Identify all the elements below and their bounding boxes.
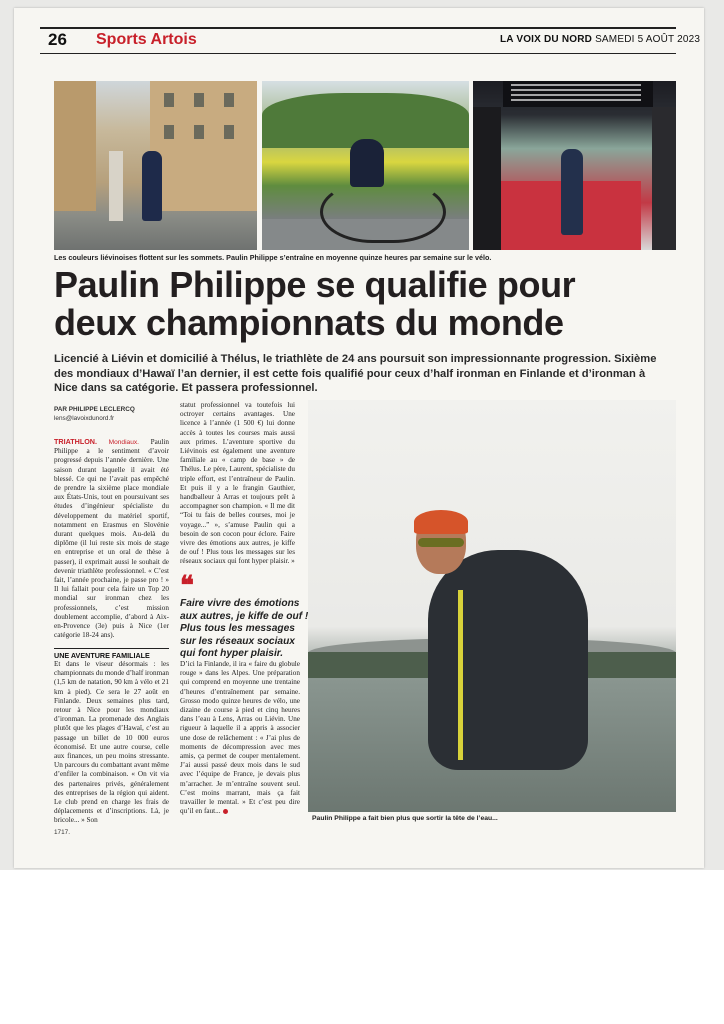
page-number: 26 — [48, 30, 67, 49]
photo-window — [164, 125, 174, 139]
end-mark-icon — [223, 809, 228, 814]
body-text-1: Paulin Philippe a le sentiment d’avoir progressé depuis l’année dernière. Une saison durant laquelle il avait été blessé. Ce qui ne l’avait pas empêché de prendre la sixième place mondiale aux États-Unis, tout en poursuivant ses études d’ingénieur spécialiste du développement du matériel sportif, notamment en Erasmus en Slovénie durant quelques mois. Au-delà du diplôme (il lui reste six mois de stage en entreprise et un oral de thèse à passer), il exprimait aussi le souhait de devenir triathlète professionnel. « C’est fait, l’année prochaine, je passe pro ! » Il lui fallait pour cela faire un Top 20 mondial sur ironman chez les professionnels, c’est mission doublement accomplie, d’abord à Aix-en-Provence (3e) puis à Nice (1er catégorie 18-24 ans). — [54, 438, 170, 640]
pull-quote: Faire vivre des émotions aux autres, je kiffe de ouf ! Plus tous les messages sur les réseaux sociaux qui font hyper plaisir. — [180, 598, 309, 659]
photo-window — [194, 93, 204, 107]
article-column-1 — [54, 437, 169, 640]
photo-runner-fountain — [54, 81, 257, 250]
header-rule — [40, 27, 676, 29]
article-column-1b — [54, 660, 169, 826]
photo-cyclist — [262, 81, 469, 250]
publication-name: LA VOIX DU NORD — [500, 34, 593, 45]
photo-banner-left — [473, 107, 501, 250]
headline-line-1: Paulin Philippe se qualifie pour — [54, 264, 576, 305]
photo-scoreboard-text — [511, 84, 641, 104]
body-text-3: D’ici la Finlande, il ira « faire du globule rouge » dans les Alpes. Une préparation qui comprend en moyenne une trentaine d’heures d’entraînement par semaine. Grosso modo quinze heures de vélo, une dizaine de course à pied et cinq heures dans l’eau à Lens, Arras ou Liévin. Une rigueur à laquelle il a appris à associer une dose de relâchement : « J’ai plus de moments de décompression avec mes amis, ça permet de couper mentalement. J’ai aussi passé deux mois dans le sud avec l’équipe de France, je devais plus m’arracher. Je m’entraîne souvent seul. C’est moins marrant, mais ça fait travailler le mental. » Et c’est peu dire qu’il en faut... — [180, 660, 300, 816]
photo-swim-cap — [414, 510, 468, 534]
photo-rider — [350, 139, 384, 187]
section-title: Sports Artois — [96, 31, 197, 48]
photo-wetsuit — [428, 550, 588, 770]
photo-runner — [142, 151, 162, 221]
photo-caption-top: Les couleurs liévinoises flottent sur les sommets. Paulin Philippe s’entraîne en moyenne quinze heures par semaine sur le vélo. — [54, 253, 492, 262]
photo-window — [194, 125, 204, 139]
body-text-1b: Et dans le viseur désormais : les championnats du monde d’half ironman (1,5 km de natation, 90 km à vélo et 21 km à pied). Ce sera le 27 août en Finlande. Deux semaines plus tard, retour à Nice pour les mondiaux d’ironman. La promenade des Anglais plutôt que les plages d’Hawaï, c’est au passage un billet de 10 000 euros économisé. Et une autre course, celle aux finances, un peu moins stressante. Un parcours du combattant avant même d’enfiler la combinaison. « On vit via des partenaires privés, généralement des entreprises de la région qui aident. Le club prend en charge les frais de déplacements et d’inscriptions. Là, je bricole... » Son — [54, 660, 169, 825]
headline — [54, 266, 694, 342]
folio: 1717. — [54, 829, 70, 836]
headline-line-2: deux championnats du monde — [54, 302, 564, 343]
photo-finish-line — [473, 81, 676, 250]
photo-wetsuit-stripe — [458, 590, 463, 760]
photo-swimmer — [308, 400, 676, 812]
blank-margin — [0, 870, 724, 1024]
photo-building-left — [54, 81, 96, 211]
photo-bike — [320, 181, 446, 243]
photo-banner-right — [652, 107, 676, 250]
article-column-3 — [180, 660, 300, 816]
photo-window — [164, 93, 174, 107]
photo-window — [224, 93, 234, 107]
publication-date: SAMEDI 5 AOÛT 2023 — [595, 34, 701, 45]
header-divider — [40, 53, 676, 54]
quote-open-icon: ❝ — [180, 570, 194, 600]
author-email[interactable]: lens@lavoixdunord.fr — [54, 415, 115, 422]
article-column-2 — [180, 401, 295, 567]
body-text-2: statut professionnel va toutefois lui octroyer certains avantages. Une licence à l’année (1 500 €) lui donne accès à toutes les courses mais aussi aux primes. L’aventure sportive du Liévinois est également une aventure familiale au « camp de base » de Thélus. Le père, Laurent, spécialiste du triple effort, est l’entraîneur de Paulin. Et puis il y a le frangin Gauthier, handballeur à Arras et toujours prêt à accompagner son champion. « Il me dit “Toi tu fais de belles courses, moi je voyage...” », s’amuse Paulin qui a besoin de son cocon pour éclore. Faire vivre des émotions aux autres, je kiffe de ouf ! Plus tous les messages sur les réseaux sociaux qui font hyper plaisir. » — [180, 401, 295, 566]
photo-runner — [561, 149, 583, 235]
photo-caption-main: Paulin Philippe a fait bien plus que sortir la tête de l’eau... — [312, 815, 498, 822]
kicker: TRIATHLON. — [54, 437, 97, 446]
subheading: UNE AVENTURE FAMILIALE — [54, 648, 169, 660]
photo-goggles — [418, 538, 464, 547]
author: PAR PHILIPPE LECLERCQ — [54, 406, 135, 413]
byline — [54, 405, 169, 423]
kicker-sub: Mondiaux. — [108, 439, 140, 446]
masthead — [500, 34, 700, 45]
photo-window — [224, 125, 234, 139]
photo-fountain — [109, 151, 123, 221]
lead-paragraph: Licencié à Liévin et domicilié à Thélus, le triathlète de 24 ans poursuit son impressionnante progression. Sixième des mondiaux d’Hawaï l’an dernier, il est cette fois qualifié pour ceux d’half ironman en Finlande et d’ironman à Nice dans sa catégorie. Et passera professionnel. — [54, 353, 657, 394]
